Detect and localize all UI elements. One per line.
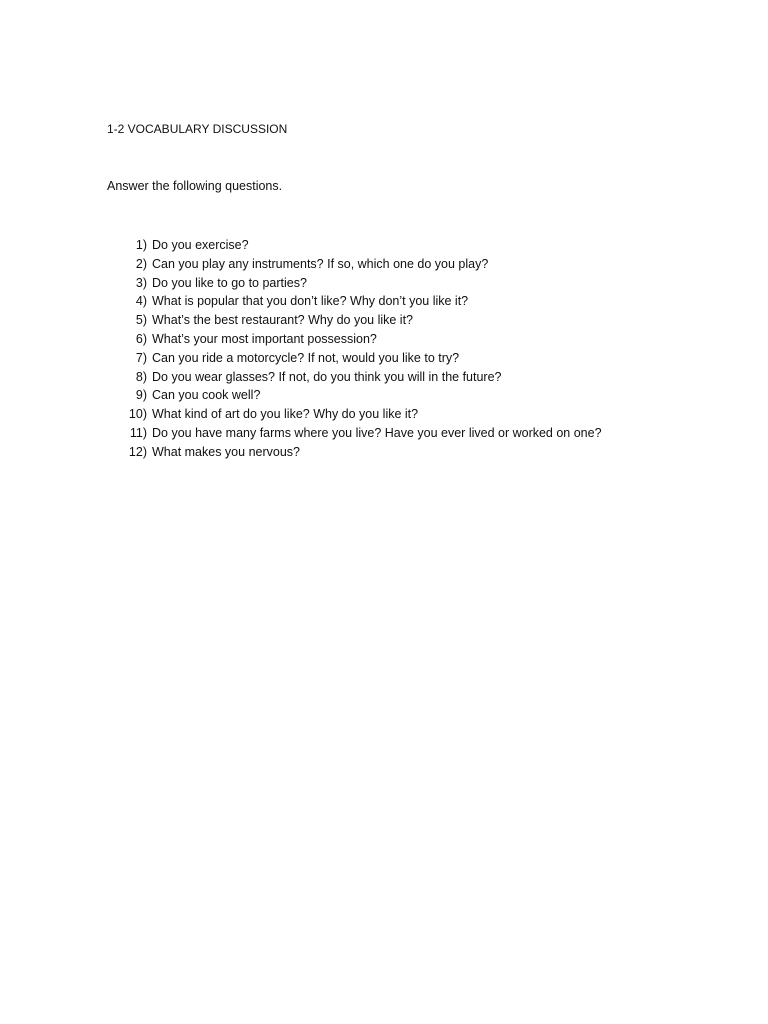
question-text: What’s your most important possession? [152, 331, 377, 346]
question-number: 2) [135, 256, 147, 271]
question-text: What makes you nervous? [152, 444, 300, 459]
question-number: 7) [135, 350, 147, 365]
question-number: 4) [135, 294, 147, 309]
question-text: Can you cook well? [152, 388, 261, 403]
question-number: 5) [135, 313, 147, 328]
question-text: What is popular that you don’t like? Why don’t you like it? [152, 294, 469, 309]
question-number: 6) [135, 331, 147, 346]
question-text: What kind of art do you like? Why do you like it? [152, 407, 419, 422]
question-text: Do you have many farms where you live? Have you ever lived or worked on one? [152, 425, 602, 440]
question-number: 3) [135, 275, 147, 290]
question-text: What’s the best restaurant? Why do you like it? [152, 313, 414, 328]
document-title: 1-2 VOCABULARY DISCUSSION [107, 122, 288, 136]
question-text: Can you ride a motorcycle? If not, would you like to try? [152, 350, 460, 365]
question-number: 8) [135, 369, 147, 384]
question-number: 9) [135, 388, 147, 403]
question-number: 12) [128, 444, 147, 459]
question-text: Do you exercise? [152, 238, 249, 252]
instructions-text: Answer the following questions. [107, 179, 283, 193]
question-number: 11) [129, 425, 147, 440]
question-text: Do you wear glasses? If not, do you think you will in the future? [152, 369, 502, 384]
question-text: Do you like to go to parties? [152, 275, 307, 290]
question-number: 10) [128, 407, 147, 422]
question-text: Can you play any instruments? If so, which one do you play? [152, 256, 489, 271]
question-number: 1) [135, 238, 147, 252]
